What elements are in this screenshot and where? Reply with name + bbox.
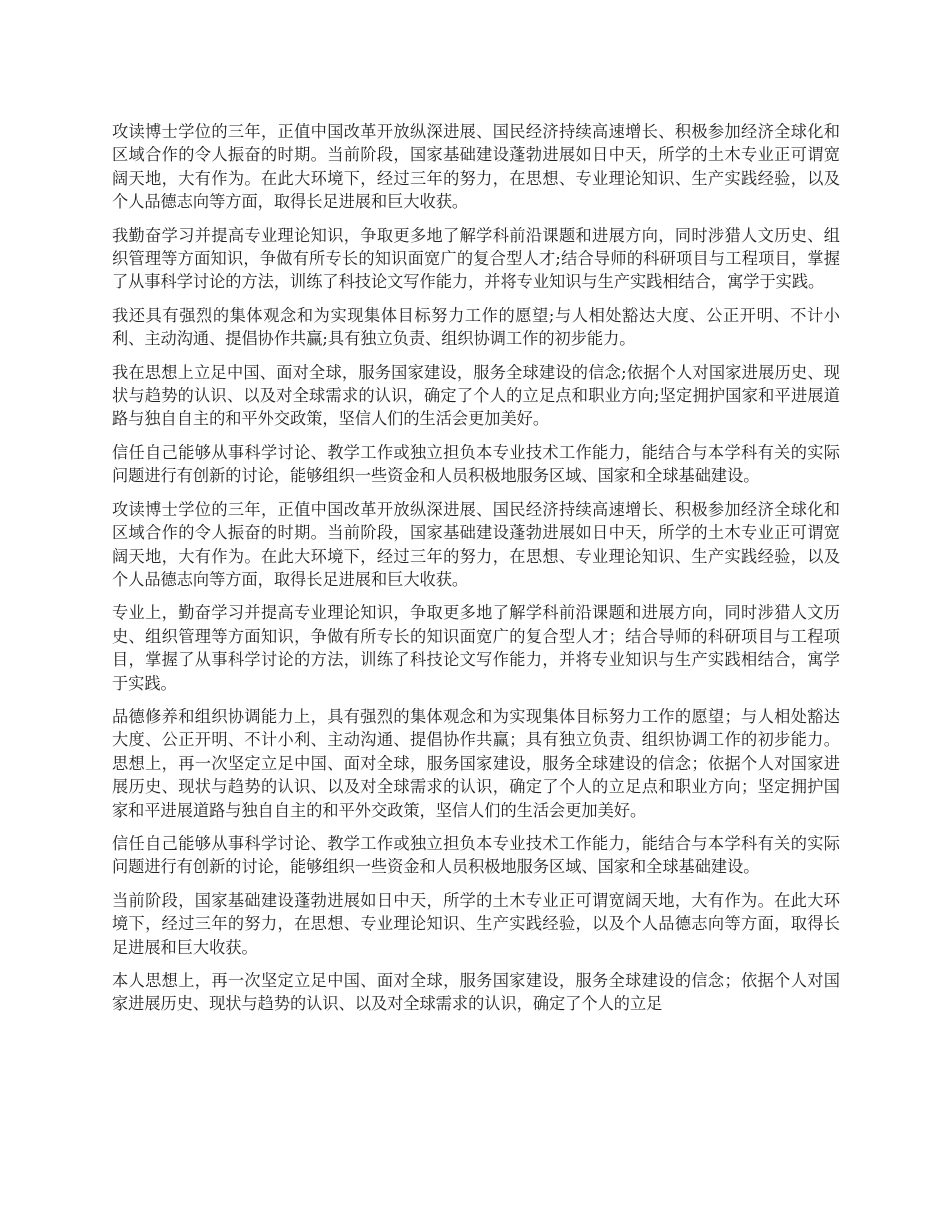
paragraph-5: 信任自己能够从事科学讨论、教学工作或独立担负本专业技术工作能力，能结合与本学科有关的实际问题进行有创新的讨论，能够组织一些资金和人员积极地服务区域、国家和全球基础建设。 xyxy=(112,442,840,486)
paragraph-11: 本人思想上，再一次坚定立足中国、面对全球，服务国家建设，服务全球建设的信念；依据个人对国家进展历史、现状与趋势的认识、以及对全球需求的认识，确定了个人的立足 xyxy=(112,971,840,1014)
paragraph-4: 我在思想上立足中国、面对全球，服务国家建设，服务全球建设的信念;依据个人对国家进展历史、现状与趋势的认识、以及对全球需求的认识，确定了个人的立足点和职业方向;坚定拥护国家和平进展道路与独自自主的和平外交政策，坚信人们的生活会更加美好。 xyxy=(112,362,840,429)
paragraph-3: 我还具有强烈的集体观念和为实现集体目标努力工作的愿望;与人相处豁达大度、公正开明、不计小利、主动沟通、提倡协作共赢;具有独立负责、组织协调工作的初步能力。 xyxy=(112,305,840,349)
paragraph-2: 我勤奋学习并提高专业理论知识，争取更多地了解学科前沿课题和进展方向，同时涉猎人文历史、组织管理等方面知识，争做有所专长的知识面宽广的复合型人才;结合导师的科研项目与工程项目，掌握了从事科学讨论的方法，训练了科技论文写作能力，并将专业知识与生产实践相结合，寓学于实践。 xyxy=(112,225,840,292)
paragraph-8: 品德修养和组织协调能力上，具有强烈的集体观念和为实现集体目标努力工作的愿望；与人相处豁达大度、公正开明、不计小利、主动沟通、提倡协作共赢；具有独立负责、组织协调工作的初步能力。 思想上，再一次坚定立足中国、面对全球，服务国家建设，服务全球建设的信念；依据个人对国家进展历史、现状与趋势的认识、以及对全球需求的认识，确定了个人的立足点和职业方向；坚定拥护国家和平进展道路与独自自主的和平外交政策，坚信人们的生活会更加美好。 xyxy=(112,706,840,820)
paragraph-1: 攻读博士学位的三年，正值中国改革开放纵深进展、国民经济持续高速增长、积极参加经济全球化和区域合作的令人振奋的时期。当前阶段，国家基础建设蓬勃进展如日中天，所学的土木专业正可谓宽阔天地，大有作为。在此大环境下，经过三年的努力，在思想、专业理论知识、生产实践经验，以及个人品德志向等方面，取得长足进展和巨大收获。 xyxy=(112,122,840,212)
paragraph-10: 当前阶段，国家基础建设蓬勃进展如日中天，所学的土木专业正可谓宽阔天地，大有作为。在此大环境下，经过三年的努力，在思想、专业理论知识、生产实践经验，以及个人品德志向等方面，取得长足进展和巨大收获。 xyxy=(112,890,840,957)
document-body xyxy=(112,120,840,1026)
paragraph-6: 攻读博士学位的三年，正值中国改革开放纵深进展、国民经济持续高速增长、积极参加经济全球化和区域合作的令人振奋的时期。当前阶段，国家基础建设蓬勃进展如日中天，所学的土木专业正可谓宽阔天地，大有作为。在此大环境下，经过三年的努力，在思想、专业理论知识、生产实践经验，以及个人品德志向等方面，取得长足进展和巨大收获。 xyxy=(112,499,840,589)
paragraph-9: 信任自己能够从事科学讨论、教学工作或独立担负本专业技术工作能力，能结合与本学科有关的实际问题进行有创新的讨论，能够组织一些资金和人员积极地服务区域、国家和全球基础建设。 xyxy=(112,833,840,877)
paragraph-7: 专业上，勤奋学习并提高专业理论知识，争取更多地了解学科前沿课题和进展方向，同时涉猎人文历史、组织管理等方面知识，争做有所专长的知识面宽广的复合型人才；结合导师的科研项目与工程项目，掌握了从事科学讨论的方法，训练了科技论文写作能力，并将专业知识与生产实践相结合，寓学于实践。 xyxy=(112,603,840,693)
